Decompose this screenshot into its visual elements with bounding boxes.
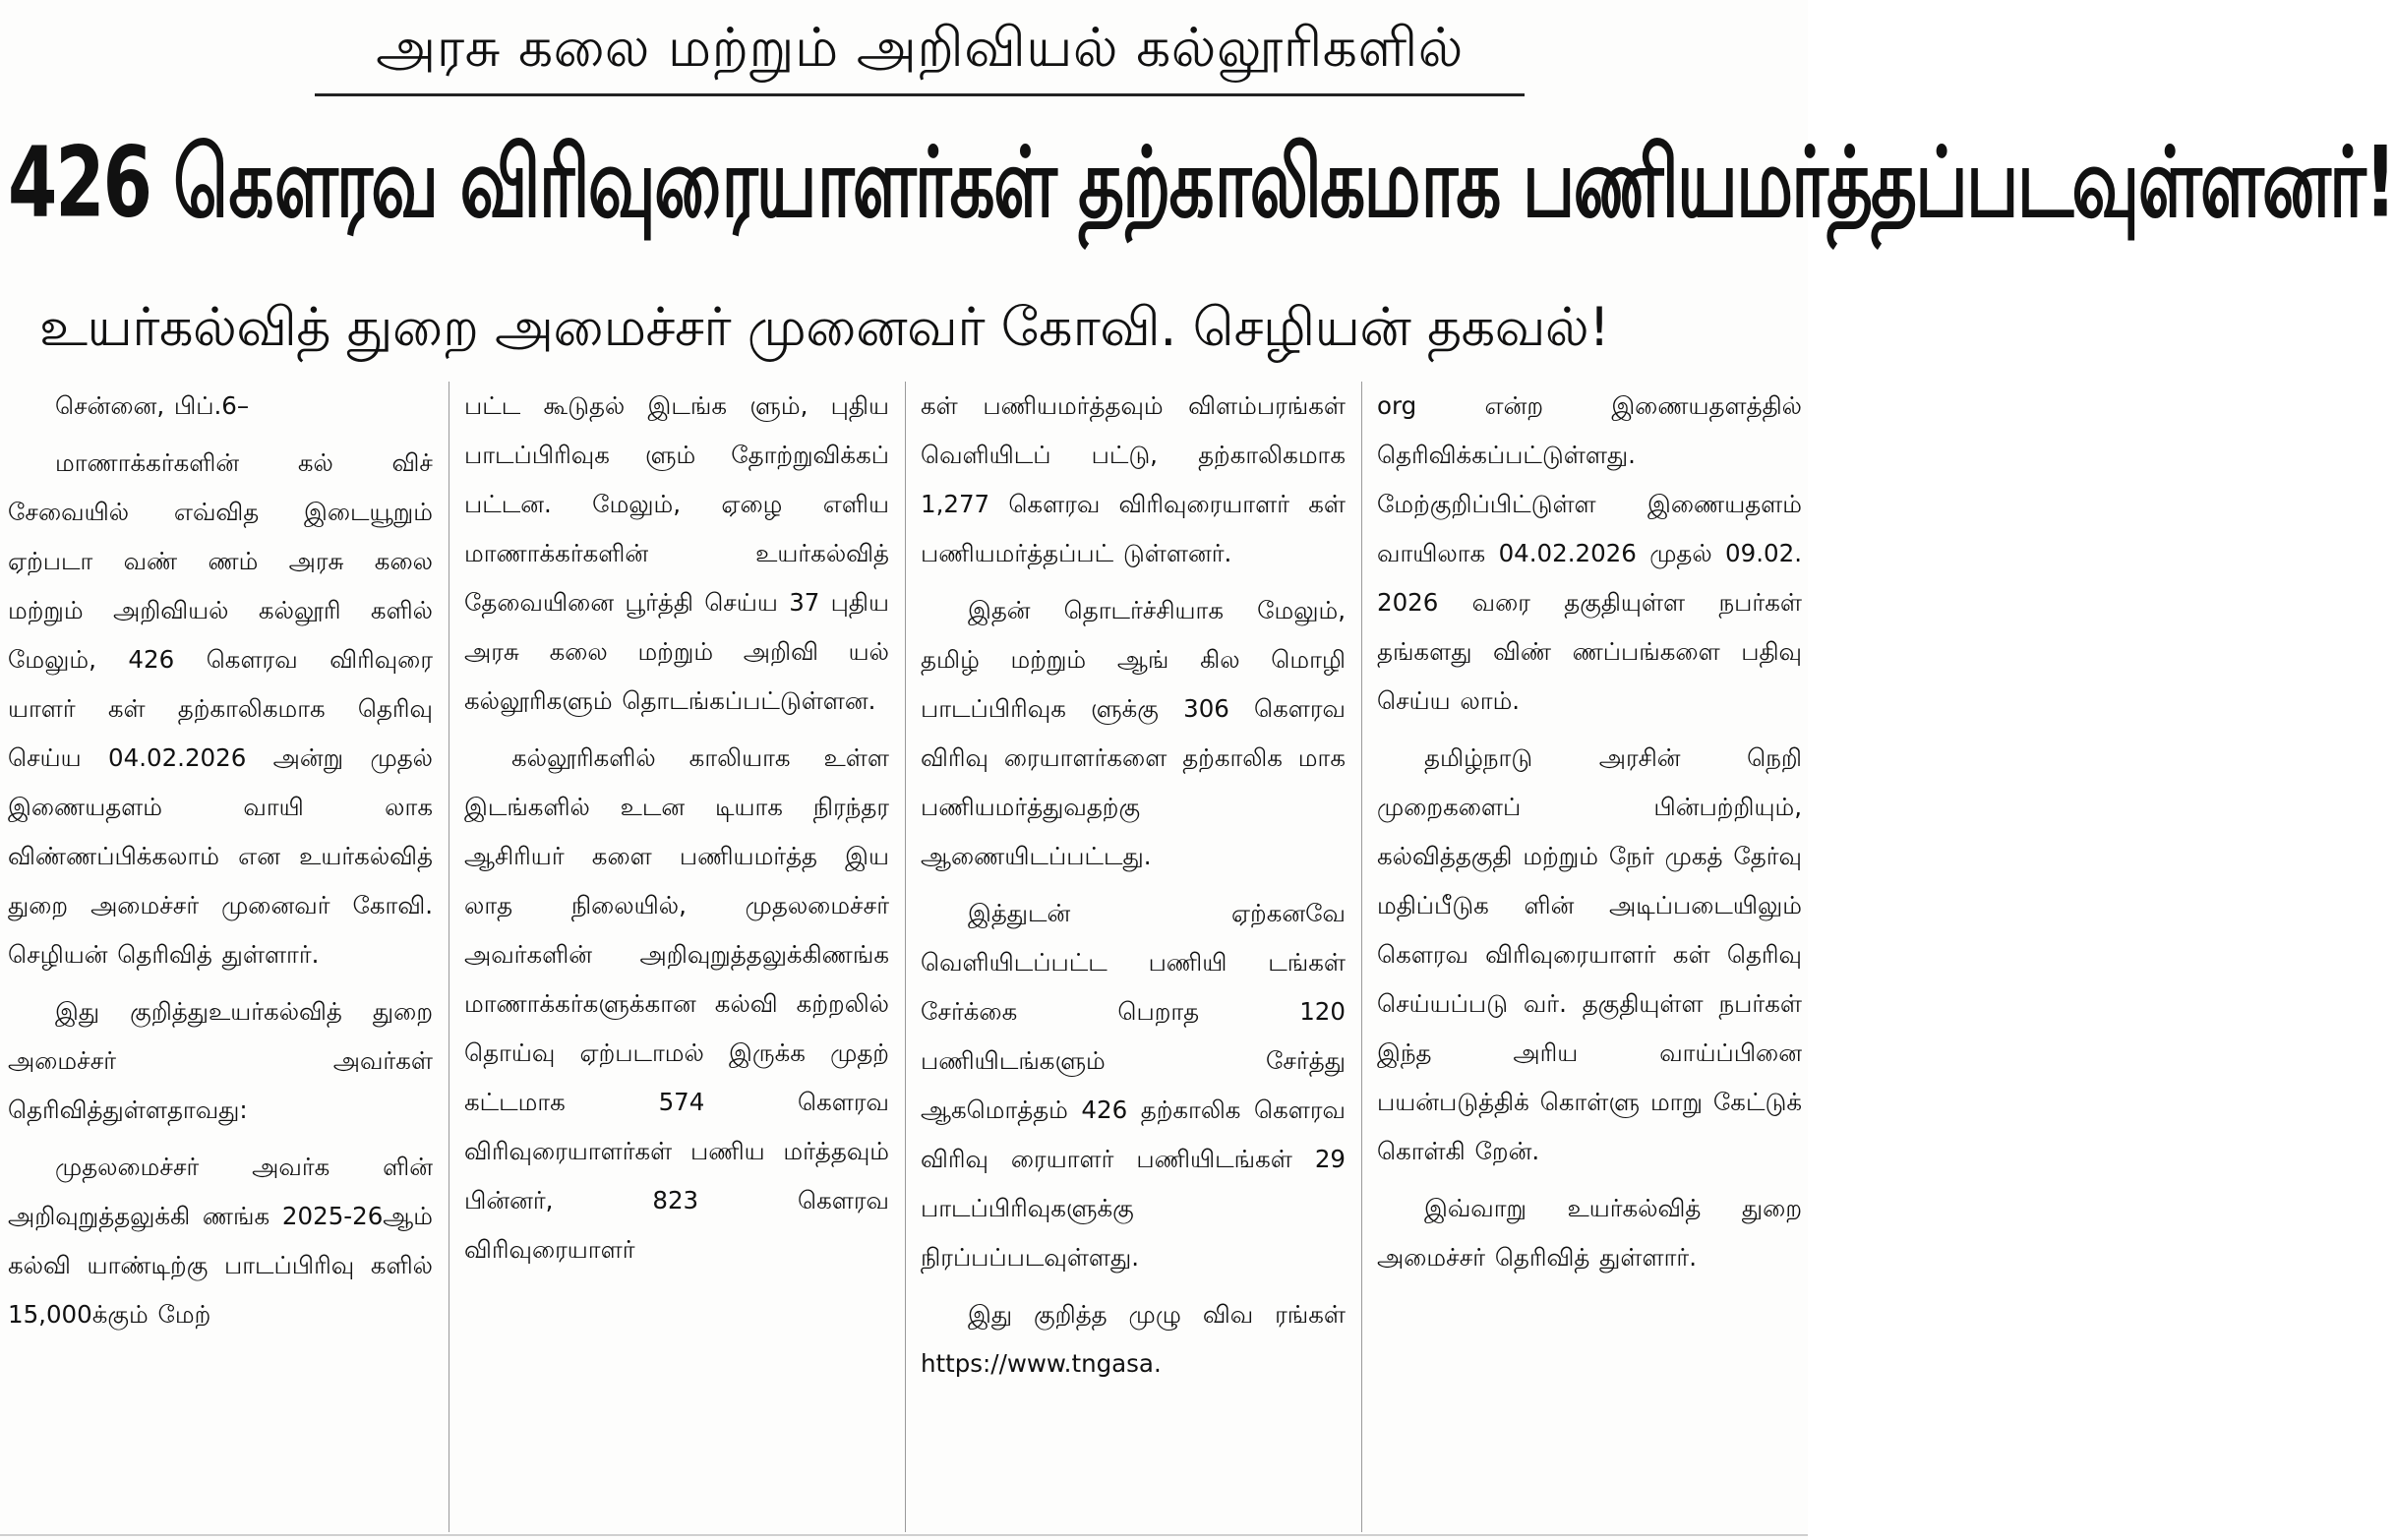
article-body bbox=[8, 382, 1804, 1532]
column-divider bbox=[905, 382, 906, 1532]
dateline: சென்னை, பிப்.6– bbox=[55, 391, 250, 420]
body-column-3 bbox=[921, 382, 1346, 1532]
body-paragraph: தமிழ்நாடு அரசின் நெறி முறைகளைப் பின்பற்றியும், கல்வித்தகுதி மற்றும் நேர் முகத் தேர்வு மதிப்பீடுக ளின் அடிப்படையிலும் கௌரவ விரிவுரையாளர் கள் தெரிவு செய்யப்படு வர். தகுதியுள்ள நபர்கள் இந்த அரிய வாய்ப்பினை பயன்படுத்திக் கொள்ளு மாறு கேட்டுக் கொள்கி றேன். bbox=[1377, 743, 1802, 1165]
clipping-bottom-edge bbox=[0, 1534, 1808, 1536]
body-paragraph: பட்ட கூடுதல் இடங்க ளும், புதிய பாடப்பிரிவுக ளும் தோற்றுவிக்கப் பட்டன. மேலும், ஏழை எளிய மாணாக்கர்களின் உயர்கல்வித் தேவையினை பூர்த்தி செய்ய 37 புதிய அரசு கலை மற்றும் அறிவி யல் கல்லூரிகளும் தொடங்கப்பட்டுள்ளன. bbox=[464, 391, 889, 715]
body-paragraph: முதலமைச்சர் அவர்க ளின் அறிவுறுத்தலுக்கி ணங்க 2025-26ஆம் கல்வி யாண்டிற்கு பாடப்பிரிவு களில் 15,000க்கும் மேற் bbox=[8, 1153, 433, 1329]
body-column-4 bbox=[1377, 382, 1802, 1532]
body-paragraph: கள் பணியமர்த்தவும் விளம்பரங்கள் வெளியிடப் பட்டு, தற்காலிகமாக 1,277 கௌரவ விரிவுரையாளர் கள் பணியமர்த்தப்பட் டுள்ளனர். bbox=[921, 391, 1346, 567]
body-paragraph: கல்லூரிகளில் காலியாக உள்ள இடங்களில் உடன டியாக நிரந்தர ஆசிரியர் களை பணியமர்த்த இய லாத நிலையில், முதலமைச்சர் அவர்களின் அறிவுறுத்தலுக்கிணங்க மாணாக்கர்களுக்கான கல்வி கற்றலில் தொய்வு ஏற்படாமல் இருக்க முதற் கட்டமாக 574 கௌரவ விரிவுரையாளர்கள் பணிய மர்த்தவும் பின்னர், 823 கௌரவ விரிவுரையாளர் bbox=[464, 743, 889, 1264]
body-paragraph: இது குறித்த முழு விவ ரங்கள் https://www.tngasa. bbox=[921, 1300, 1346, 1378]
body-paragraph: இத்துடன் ஏற்கனவே வெளியிடப்பட்ட பணியி டங்கள் சேர்க்கை பெறாத 120 பணியிடங்களும் சேர்த்து ஆகமொத்தம் 426 தற்காலிக கௌரவ விரிவு ரையாளர் பணியிடங்கள் 29 பாடப்பிரிவுகளுக்கு நிரப்பப்படவுள்ளது. bbox=[921, 899, 1346, 1272]
body-paragraph: இதன் தொடர்ச்சியாக மேலும், தமிழ் மற்றும் ஆங் கில மொழி பாடப்பிரிவுக ளுக்கு 306 கௌரவ விரிவு ரையாளர்களை தற்காலிக மாக பணியமர்த்துவதற்கு ஆணையிடப்பட்டது. bbox=[921, 596, 1346, 870]
article-subheadline: உயர்கல்வித் துறை அமைச்சர் முனைவர் கோவி. செழியன் தகவல்! bbox=[39, 296, 1610, 358]
body-paragraph: மாணாக்கர்களின் கல் விச் சேவையில் எவ்வித இடையூறும் ஏற்படா வண் ணம் அரசு கலை மற்றும் அறிவியல் கல்லூரி களில் மேலும், 426 கௌரவ விரிவுரை யாளர் கள் தற்காலிகமாக தெரிவு செய்ய 04.02.2026 அன்று முதல் இணையதளம் வாயி லாக விண்ணப்பிக்கலாம் என உயர்கல்வித் துறை அமைச்சர் முனைவர் கோவி. செழியன் தெரிவித் துள்ளார். bbox=[8, 448, 433, 969]
article-kicker: அரசு கலை மற்றும் அறிவியல் கல்லூரிகளில் bbox=[376, 16, 1464, 79]
body-column-1 bbox=[8, 382, 433, 1532]
body-column-2 bbox=[464, 382, 889, 1532]
body-paragraph: இது குறித்துஉயர்கல்வித் துறை அமைச்சர் அவர்கள் தெரிவித்துள்ளதாவது: bbox=[8, 997, 433, 1124]
body-paragraph: இவ்வாறு உயர்கல்வித் துறை அமைச்சர் தெரிவித் துள்ளார். bbox=[1377, 1194, 1802, 1272]
body-paragraph: org என்ற இணையதளத்தில் தெரிவிக்கப்பட்டுள்ளது. மேற்குறிப்பிட்டுள்ள இணையதளம் வாயிலாக 04.02.2026 முதல் 09.02. 2026 வரை தகுதியுள்ள நபர்கள் தங்களது விண் ணப்பங்களை பதிவு செய்ய லாம். bbox=[1377, 391, 1802, 715]
article-headline: 426 கௌரவ விரிவுரையாளர்கள் தற்காலிகமாக பணியமர்த்தப்படவுள்ளனர்! bbox=[8, 126, 2395, 240]
column-divider bbox=[1361, 382, 1362, 1532]
